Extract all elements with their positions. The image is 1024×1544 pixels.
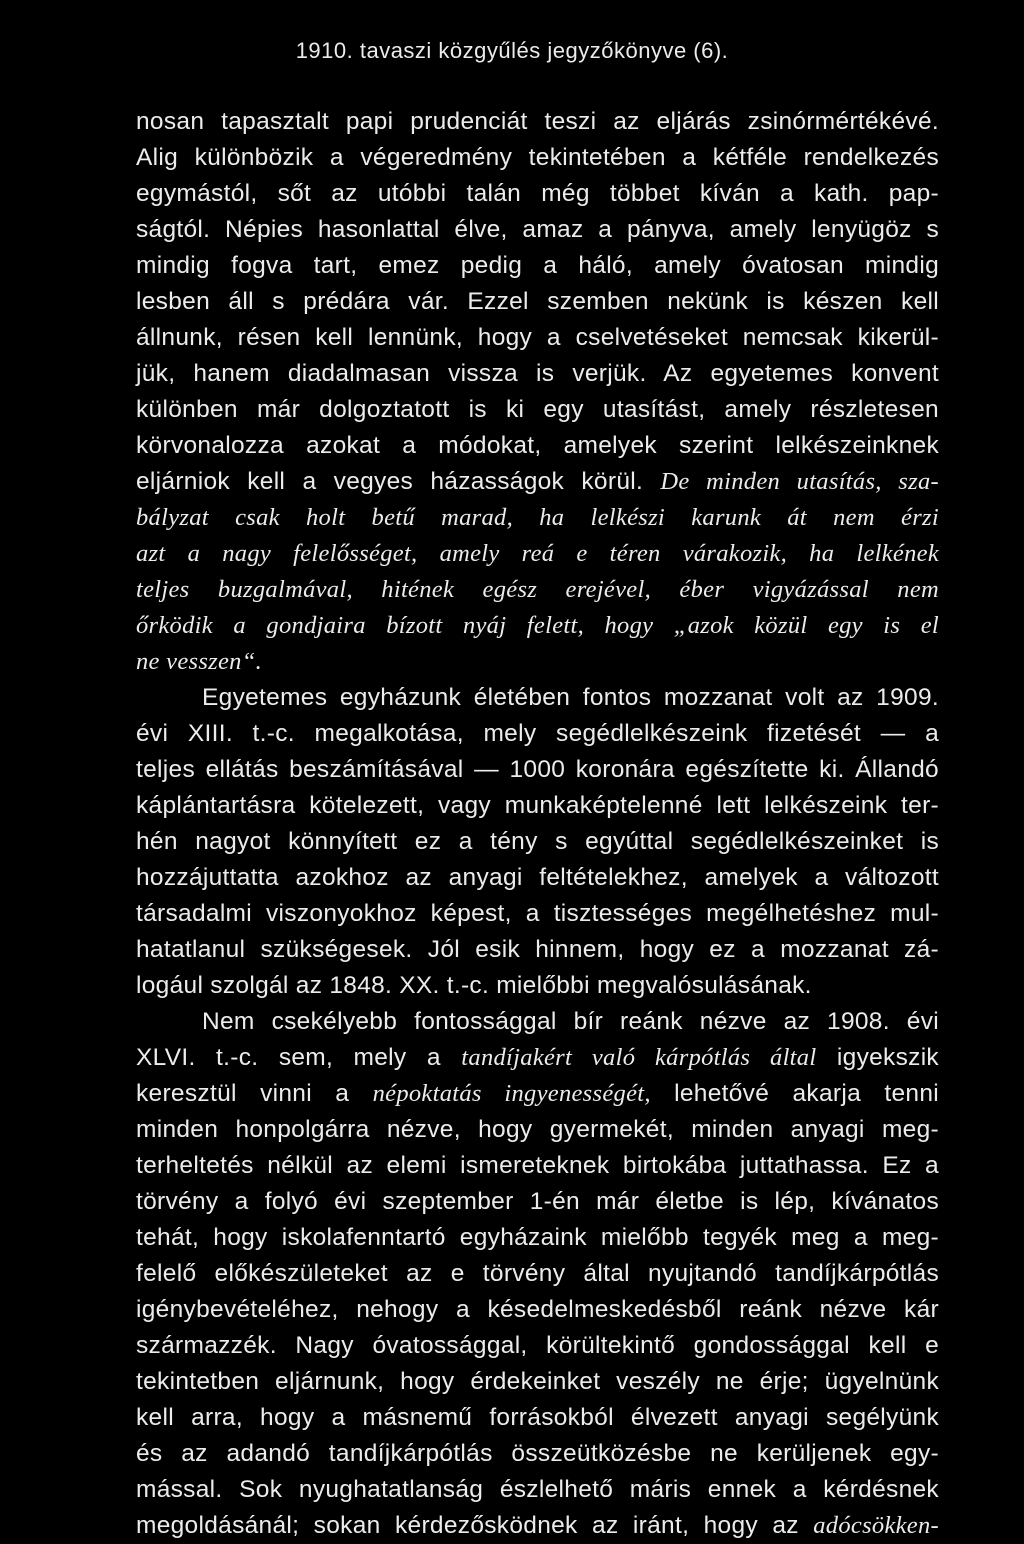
text-segment: ságtól. Népies hasonlattal élve, amaz a pányva, amely lenyügöz s (136, 216, 939, 243)
text-segment: mással. Sok nyughatatlanság észlelhető máris ennek a kérdésnek (136, 1476, 939, 1503)
text-segment: egymástól, sőt az utóbbi talán még többet kíván a kath. pap- (136, 180, 939, 207)
text-segment: minden honpolgárra nézve, hogy gyermekét, minden anyagi meg- (136, 1116, 939, 1143)
text-line (136, 968, 939, 1004)
text-line (136, 464, 939, 500)
text-line (136, 284, 939, 320)
text-segment: kell arra, hogy a másnemű forrásokból élvezett anyagi segélyünk (136, 1404, 939, 1431)
text-line (136, 104, 939, 140)
text-line (136, 428, 939, 464)
italic-text: adócsökken- (813, 1512, 939, 1539)
text-line (136, 716, 939, 752)
text-segment: logául szolgál az 1848. XX. t.-c. mielőbbi megvalósulásának. (136, 972, 812, 999)
text-segment: jük, hanem diadalmasan vissza is verjük. Az egyetemes konvent (136, 360, 939, 387)
text-line (136, 1292, 939, 1328)
text-line (136, 320, 939, 356)
text-segment: XLVI. t.-c. sem, mely a (136, 1044, 462, 1071)
italic-text: azt a nagy felelősséget, amely reá e téren várakozik, ha lelkének (136, 540, 939, 567)
text-segment: származzék. Nagy óvatossággal, körültekintő gondossággal kell e (136, 1332, 939, 1359)
text-line (136, 1112, 939, 1148)
text-segment: évi XIII. t.-c. megalkotása, mely segédlelkészeink fizetését — a (136, 720, 939, 747)
text-line (136, 572, 939, 608)
text-segment: igyekszik (816, 1044, 939, 1071)
text-segment: lehetővé akarja tenni (650, 1080, 939, 1107)
text-segment: káplántartásra kötelezett, vagy munkaképtelenné lett lelkészeink ter- (136, 792, 939, 819)
italic-text: teljes buzgalmával, hitének egész erejével, éber vigyázással nem (136, 576, 939, 603)
text-line (136, 1148, 939, 1184)
text-line (136, 1004, 939, 1040)
text-segment: tehát, hogy iskolafenntartó egyházaink mielőbb tegyék meg a meg- (136, 1224, 939, 1251)
text-segment: törvény a folyó évi szeptember 1-én már életbe is lép, kívánatos (136, 1188, 939, 1215)
text-segment: teljes ellátás beszámításával — 1000 koronára egészítette ki. Állandó (136, 756, 939, 783)
text-segment: nosan tapasztalt papi prudenciát teszi az eljárás zsinórmértékévé. (136, 108, 939, 135)
text-line (136, 608, 939, 644)
text-segment: hatatlanul szükségesek. Jól esik hinnem, hogy ez a mozzanat zá- (136, 936, 939, 963)
text-segment: felelő előkészületeket az e törvény által nyujtandó tandíjkárpótlás (136, 1260, 939, 1287)
text-segment: terheltetés nélkül az elemi ismereteknek birtokába juttathassa. Ez a (136, 1152, 939, 1179)
text-line (136, 356, 939, 392)
italic-text: ne vesszen“. (136, 648, 263, 675)
text-line (136, 1508, 939, 1544)
text-line (136, 752, 939, 788)
text-line (136, 824, 939, 860)
text-segment: Nem csekélyebb fontossággal bír reánk nézve az 1908. évi (202, 1008, 939, 1035)
text-segment: állnunk, résen kell lennünk, hogy a cselvetéseket nemcsak kikerül- (136, 324, 939, 351)
text-segment: körvonalozza azokat a módokat, amelyek szerint lelkészeinknek (136, 432, 939, 459)
text-line (136, 140, 939, 176)
text-line (136, 932, 939, 968)
text-line (136, 176, 939, 212)
running-header: 1910. tavaszi közgyűlés jegyzőkönyve (6). (295, 38, 729, 63)
text-line (136, 1076, 939, 1112)
text-line (136, 500, 939, 536)
italic-text: bályzat csak holt betű marad, ha lelkészi karunk át nem érzi (136, 504, 939, 531)
italic-text: népoktatás ingyenességét, (372, 1080, 651, 1107)
italic-text: őrködik a gondjaira bízott nyáj felett, hogy „azok közül egy is el (136, 612, 939, 639)
text-segment: társadalmi viszonyokhoz képest, a tisztességes megélhetéshez mul- (136, 900, 939, 927)
text-segment: lesben áll s prédára vár. Ezzel szemben nekünk is készen kell (136, 288, 939, 315)
text-line (136, 788, 939, 824)
text-line (136, 536, 939, 572)
text-line (136, 212, 939, 248)
text-segment: Alig különbözik a végeredmény tekintetében a kétféle rendelkezés (136, 144, 939, 171)
text-segment: hén nagyot könnyített ez a tény s egyúttal segédlelkészeinket is (136, 828, 939, 855)
text-line (136, 1256, 939, 1292)
body-text (136, 104, 939, 1544)
text-segment: keresztül vinni a (136, 1080, 373, 1107)
text-line (136, 896, 939, 932)
text-segment: hozzájuttatta azokhoz az anyagi feltételekhez, amelyek a változott (136, 864, 939, 891)
text-line (136, 1220, 939, 1256)
text-line (136, 1328, 939, 1364)
text-line (136, 1364, 939, 1400)
text-segment: különben már dolgoztatott is ki egy utasítást, amely részletesen (136, 396, 939, 423)
text-segment: eljárniok kell a vegyes házasságok körül. (136, 468, 661, 495)
text-segment: Egyetemes egyházunk életében fontos mozzanat volt az 1909. (202, 684, 939, 711)
italic-text: tandíjakért való kárpótlás által (461, 1044, 817, 1071)
text-segment: mindig fogva tart, emez pedig a háló, amely óvatosan mindig (136, 252, 939, 279)
text-line (136, 644, 939, 680)
text-line (136, 860, 939, 896)
text-line (136, 1040, 939, 1076)
text-line (136, 1436, 939, 1472)
text-segment: és az adandó tandíjkárpótlás összeütközésbe ne kerüljenek egy- (136, 1440, 939, 1467)
text-line (136, 392, 939, 428)
text-line (136, 1184, 939, 1220)
text-line (136, 680, 939, 716)
text-segment: igénybevételéhez, nehogy a késedelmeskedésből reánk nézve kár (136, 1296, 939, 1323)
text-line (136, 1472, 939, 1508)
text-line (136, 248, 939, 284)
text-segment: megoldásánál; sokan kérdezősködnek az iránt, hogy az (136, 1512, 814, 1539)
text-segment: tekintetben eljárnunk, hogy érdekeinket veszély ne érje; ügyelnünk (136, 1368, 939, 1395)
italic-text: De minden utasítás, sza- (660, 468, 939, 495)
text-line (136, 1400, 939, 1436)
